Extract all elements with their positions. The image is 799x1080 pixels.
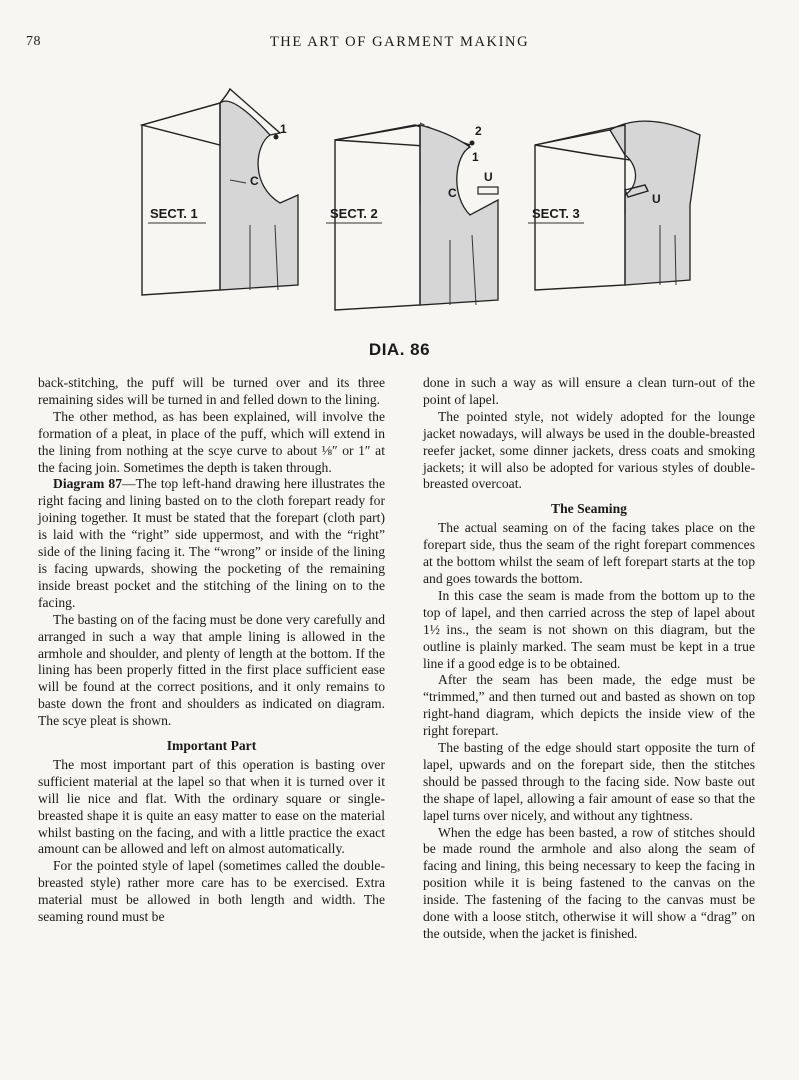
section-heading: Important Part	[166, 738, 257, 754]
left-column	[38, 375, 385, 926]
paragraph: The other method, as has been explained, will involve the formation of a pleat, in place of the puff, which will extend in the lining from nothing at the scye curve to about ⅛″ or 1″ at the facing join. Sometimes the depth is taken through.	[38, 408, 385, 475]
mark-1b: 1	[472, 150, 479, 164]
right-column	[423, 375, 755, 943]
paragraph: back-stitching, the puff will be turned over and its three remaining sides will be turned in and felled down to the lining.	[38, 375, 385, 407]
paragraph: The actual seaming on of the facing takes place on the forepart side, thus the seam of the right forepart commences at the bottom whilst the seam of left forepart starts at the top and goes towards the bottom.	[423, 520, 755, 586]
section-heading: The Seaming	[551, 501, 627, 517]
forepart-sections-diagram	[120, 85, 720, 325]
section-3-label: SECT. 3	[532, 206, 580, 221]
section-2-drawing	[326, 123, 498, 310]
mark-2: 2	[475, 124, 482, 138]
mark-u3: U	[652, 192, 661, 206]
running-title: THE ART OF GARMENT MAKING	[269, 34, 530, 50]
paragraph: The most important part of this operation is basting over sufficient material at the lapel so that when it is turned over it will lie nice and flat. With the ordinary square or single-breasted shape it is quite an easy matter to ease on the material whilst basting on the facing, and with a little practice the exact amount can be allowed and left on almost automatically.	[38, 756, 385, 857]
mark-c: C	[250, 174, 259, 188]
figure-caption: DIA. 86	[368, 340, 431, 359]
diagram-figure	[120, 85, 720, 325]
mark-c2: C	[448, 186, 457, 200]
diagram-87-lead: Diagram 87	[53, 476, 123, 492]
paragraph-text: —The top left-hand drawing here illustrates the right facing and lining basted on to the cloth forepart ready for joining together. It must be stated that the forepart (cloth part) is laid with the “right” side uppermost, and with the “right” side of the lining facing it. The “wrong” or inside of the lining is facing upwards, showing the pocketing of the remaining inside breast pocket and the stitching of the lining on to the facing.	[38, 476, 385, 610]
mark-1: 1	[280, 122, 287, 136]
section-1-label: SECT. 1	[150, 206, 198, 221]
section-3-drawing	[528, 121, 700, 290]
paragraph: The basting on of the facing must be done very carefully and arranged in such a way that ample lining is allowed in the armhole and shoulder, and plenty of length at the bottom. If the lining has been properly fitted in the first place sufficient ease will be found at the correct positions, and it only remains to baste down the front and shoulders as indicated on diagram. The scye pleat is shown.	[38, 611, 385, 729]
paragraph: After the seam has been made, the edge must be “trimmed,” and then turned out and basted as shown on top right-hand diagram, which depicts the inside view of the right forepart.	[423, 672, 755, 739]
paragraph: In this case the seam is made from the bottom up to the top of lapel, and then carried across the step of lapel about 1½ ins., the seam is not shown on this diagram, but the outline is plainly marked. The seam must be kept in a true line if a good edge is to be obtained.	[423, 587, 755, 671]
paragraph: For the pointed style of lapel (sometimes called the double-breasted style) rather more care has to be exercised. Extra material must be allowed in both length and width. The seaming round must be	[38, 858, 385, 925]
paragraph: When the edge has been basted, a row of stitches should be made round the armhole and also along the seam of facing and lining, this being necessary to keep the facing in position while it is being fastened to the canvas on the inside. The fastening of the facing to the canvas must be done with a loose stitch, otherwise it will show a “drag” on the outside, when the jacket is finished.	[423, 824, 755, 941]
paragraph: The basting of the edge should start opposite the turn of lapel, upwards and on the forepart side, then the stitches should be passed through to the facing side. Now baste out the shape of lapel, allowing a fair amount of ease so that the lapel turns over nicely, and without any tightness.	[423, 740, 755, 823]
section-2-label: SECT. 2	[330, 206, 378, 221]
paragraph	[38, 476, 385, 611]
mark-u: U	[484, 170, 493, 184]
paragraph: The pointed style, not widely adopted for the lounge jacket nowadays, will always be used in the double-breasted reefer jacket, some dinner jackets, dress coats and smoking jackets; it will also be adopted for various styles of double-breasted overcoat.	[423, 408, 755, 492]
paragraph: done in such a way as will ensure a clean turn-out of the point of lapel.	[423, 375, 755, 407]
section-1-drawing	[142, 89, 298, 295]
page-number: 78	[26, 34, 41, 49]
